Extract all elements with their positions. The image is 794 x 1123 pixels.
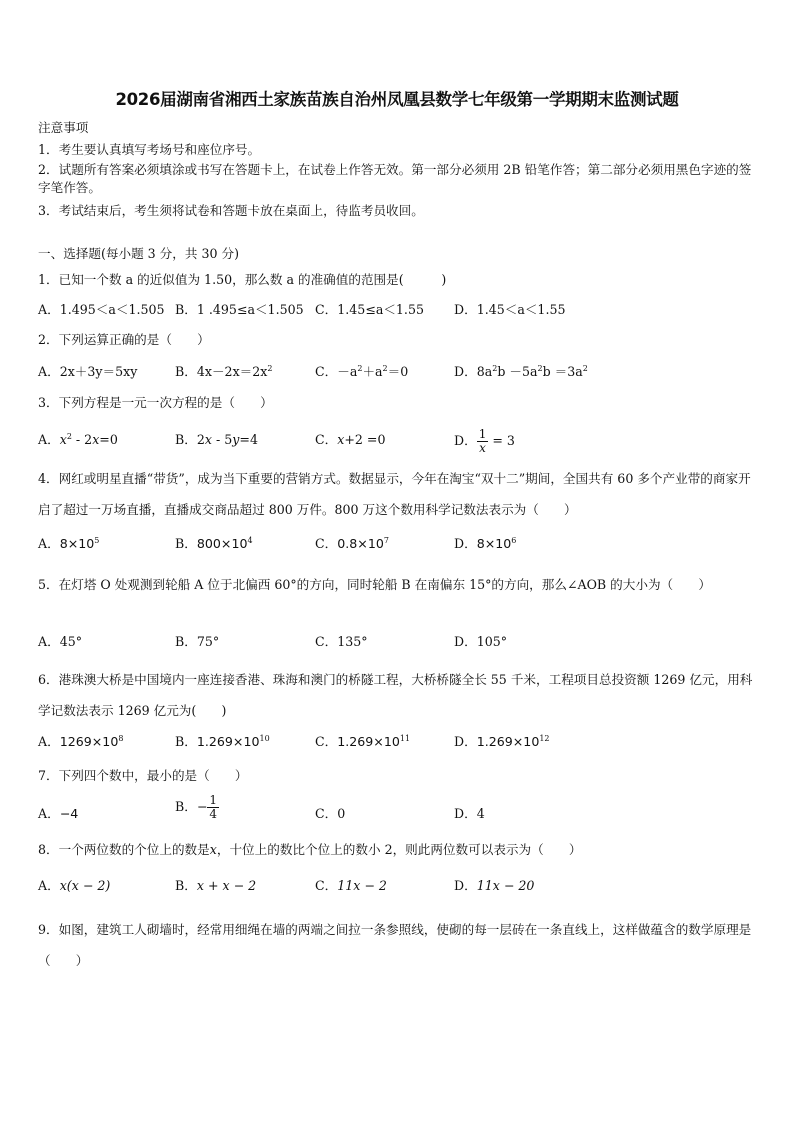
- q3-option-c[interactable]: C．x+2 =0: [315, 432, 386, 447]
- question-5-options: [38, 630, 778, 654]
- q1-option-c[interactable]: C．1.45≤a＜1.55: [315, 302, 424, 317]
- q7-b-fraction: $\frac{1}{4}$: [209, 793, 218, 821]
- question-4-stem: 4．网红或明星直播“带货”，成为当下重要的营销方式。数据显示，今年在淘宝“双十二”期间，全国共有 60 多个产业带的商家开启了超过一万场直播，直播成交商品超过 800 万件。800 万这个数用科学记数法表示为（ ）: [38, 471, 751, 517]
- question-8-stem: 8．一个两位数的个位上的数是x，十位上的数比个位上的数小 2，则此两位数可以表示为（ ）: [38, 842, 582, 857]
- q6-option-a[interactable]: A．$1269\times 10^8$: [38, 734, 124, 749]
- q3-d-fraction: $\frac{1}{x}$: [478, 427, 487, 455]
- q4-option-a[interactable]: A．$8\times 10^5$: [38, 536, 100, 551]
- question-9-stem: 9．如图，建筑工人砌墙时，经常用细绳在墙的两端之间拉一条参照线，使砌的每一层砖在一条直线上，这样做蕴含的数学原理是（ ）: [38, 922, 752, 968]
- q7-option-a[interactable]: A．−4: [38, 806, 79, 821]
- q5-option-a[interactable]: A．45°: [38, 634, 83, 649]
- q2-option-a[interactable]: A．2x＋3y＝5xy: [38, 364, 138, 379]
- q5-option-d[interactable]: D．105°: [454, 634, 508, 649]
- q8-option-c[interactable]: C．11x − 2: [315, 878, 387, 893]
- question-6-options: [38, 730, 778, 754]
- q7-option-c[interactable]: C．0: [315, 806, 346, 821]
- q7-option-d[interactable]: D．4: [454, 806, 485, 821]
- q1-option-d[interactable]: D．1.45＜a＜1.55: [454, 302, 566, 317]
- notice-heading: 注意事项: [38, 120, 89, 135]
- question-1-options: [38, 298, 778, 322]
- notice-item-1: 1．考生要认真填写考场号和座位序号。: [38, 142, 261, 157]
- q8-option-b[interactable]: B．x + x − 2: [175, 878, 257, 893]
- q6-option-c[interactable]: C．$1.269\times 10^{11}$: [315, 734, 411, 749]
- q3-option-b[interactable]: B．2x - 5y=4: [175, 432, 258, 447]
- q3-option-a[interactable]: A．$x^2 - 2x=0$: [38, 432, 118, 447]
- q2-option-d[interactable]: D．$8a^2b -5a^2b =3a^2$: [454, 364, 588, 379]
- q6-option-b[interactable]: B．$1.269\times 10^{10}$: [175, 734, 270, 749]
- q1-option-b[interactable]: B．1 .495≤a＜1.505: [175, 302, 304, 317]
- q2-option-b[interactable]: B．$4x-2x=2x^2$: [175, 364, 273, 379]
- question-4-options: [38, 532, 778, 556]
- question-2-options: [38, 360, 778, 384]
- question-8-options: [38, 874, 778, 898]
- q4-option-d[interactable]: D．$8\times 10^6$: [454, 536, 517, 551]
- q6-option-d[interactable]: D．$1.269\times 10^{12}$: [454, 734, 550, 749]
- notice-item-2: 2．试题所有答案必须填涂或书写在答题卡上，在试卷上作答无效。第一部分必须用 2B 铅笔作答；第二部分必须用黑色字迹的签字笔作答。: [38, 162, 752, 195]
- question-3-stem: 3．下列方程是一元一次方程的是（ ）: [38, 395, 273, 410]
- q8-option-a[interactable]: A．x(x − 2): [38, 878, 111, 893]
- question-1-stem: 1．已知一个数 a 的近似值为 1.50，那么数 a 的准确值的范围是( ): [38, 272, 447, 287]
- question-7-stem: 7．下列四个数中，最小的是（ ）: [38, 768, 248, 783]
- question-3-options: [38, 427, 778, 455]
- question-2-stem: 2．下列运算正确的是（ ）: [38, 332, 210, 347]
- question-7-options: [38, 793, 778, 834]
- q4-option-b[interactable]: B．$800\times 10^4$: [175, 536, 253, 551]
- q5-option-c[interactable]: C．135°: [315, 634, 368, 649]
- q4-option-c[interactable]: C．$0.8\times 10^7$: [315, 536, 389, 551]
- q1-option-a[interactable]: A．1.495＜a＜1.505: [38, 302, 165, 317]
- q5-option-b[interactable]: B．75°: [175, 634, 220, 649]
- question-6-stem: 6．港珠澳大桥是中国境内一座连接香港、珠海和澳门的桥隧工程，大桥桥隧全长 55 千米，工程项目总投资额 1269 亿元，用科学记数法表示 1269 亿元为( ): [38, 672, 753, 718]
- q7-option-b[interactable]: B．− $\frac{1}{4}$: [175, 793, 218, 821]
- notice-item-3: 3．考试结束后，考生须将试卷和答题卡放在桌面上，待监考员收回。: [38, 203, 424, 218]
- page-title: 2026届湖南省湘西土家族苗族自治州凤凰县数学七年级第一学期期末监测试题: [115, 90, 679, 109]
- q3-option-d[interactable]: D． $\frac{1}{x}$ = 3: [454, 427, 515, 455]
- q8-option-d[interactable]: D．11x − 20: [454, 878, 535, 893]
- question-5-stem: 5．在灯塔 O 处观测到轮船 A 位于北偏西 60°的方向，同时轮船 B 在南偏东 15°的方向，那么∠AOB 的大小为（ ）: [38, 577, 711, 592]
- section-heading: 一、选择题(每小题 3 分，共 30 分): [38, 246, 240, 261]
- q2-option-c[interactable]: C．$-a^2+a^2=0$: [315, 364, 409, 379]
